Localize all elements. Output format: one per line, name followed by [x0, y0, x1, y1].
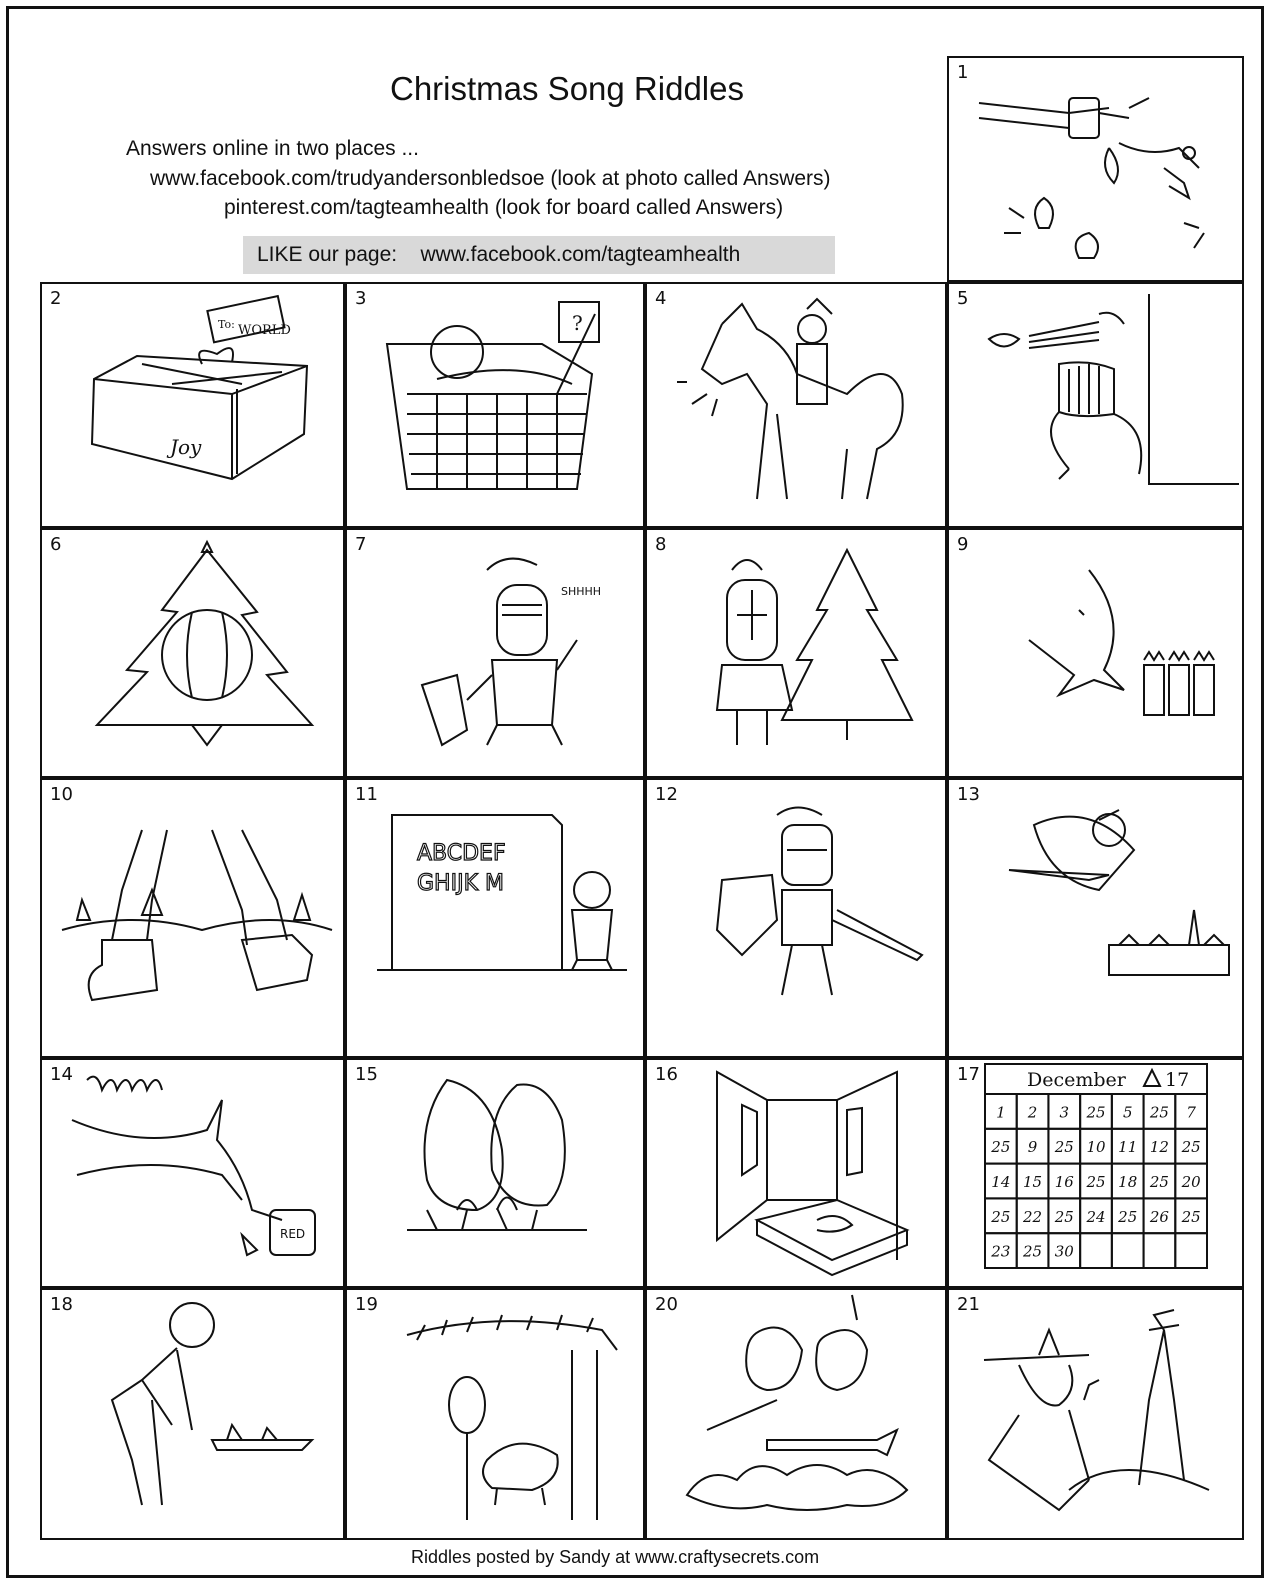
elf-plane-town-icon: [949, 780, 1246, 1060]
puzzle-cell-3: [345, 282, 645, 528]
puzzle-number: 11: [355, 784, 378, 805]
knight-sword-icon: [647, 780, 949, 1060]
calendar-day-number: 25: [991, 1207, 1011, 1226]
puzzle-number: 2: [50, 288, 62, 309]
puzzle-number: 6: [50, 534, 62, 555]
puzzle-cell-14: [40, 1058, 345, 1288]
calendar-day-number: 9: [1027, 1138, 1038, 1157]
calendar-day-cell: [1175, 1233, 1207, 1268]
can-red: RED: [280, 1227, 306, 1241]
puzzle-cell-5: [947, 282, 1244, 528]
calendar-day-number: 12: [1149, 1138, 1169, 1157]
calendar-day-number: 20: [1181, 1173, 1201, 1191]
calendar-day-number: 16: [1054, 1173, 1074, 1191]
puzzle-cell-2: [40, 282, 345, 528]
footer-credit: Riddles posted by Sandy at www.craftysecrets.com: [411, 1547, 820, 1567]
gift-box-icon: [42, 284, 347, 530]
calendar-day-number: 15: [1023, 1173, 1043, 1191]
page-title: Christmas Song Riddles: [390, 70, 744, 107]
puzzle-cell-15: [345, 1058, 645, 1288]
board-row1: ABCDEF: [417, 841, 506, 866]
christmas-tree-ball-icon: [42, 530, 347, 780]
calendar-day-number: 3: [1059, 1103, 1070, 1122]
knight-horse-icon: [647, 284, 949, 530]
angels-horn-icon: [647, 1290, 949, 1542]
puzzle-cell-4: [645, 282, 947, 528]
calendar-day-number: 24: [1086, 1207, 1106, 1226]
puzzle-cell-1: [947, 56, 1244, 282]
alphabet-board-icon: [347, 780, 647, 1060]
puzzle-cell-21: [947, 1288, 1244, 1540]
calendar-day-number: 11: [1118, 1138, 1138, 1157]
puzzle-cell-10: [40, 778, 345, 1058]
puzzle-number: 16: [655, 1064, 678, 1085]
puzzle-number: 18: [50, 1294, 73, 1315]
knight-tree-icon: [647, 530, 949, 780]
board-row2: GHIJK M: [417, 871, 504, 896]
calendar-day-number: 25: [1181, 1138, 1201, 1157]
calendar-year: 17: [1165, 1069, 1190, 1091]
calendar-day-cell: [1080, 1233, 1112, 1268]
calendar-day-number: 23: [991, 1242, 1011, 1261]
reindeer-paint-icon: [42, 1060, 347, 1290]
like-label: LIKE our page:: [257, 243, 398, 266]
calendar-day-number: 10: [1086, 1138, 1106, 1157]
bells-hand-icon: [949, 58, 1246, 284]
puzzle-number: 14: [50, 1064, 73, 1085]
calendar-day-number: 1: [996, 1103, 1006, 1122]
calendar-day-number: 25: [1149, 1173, 1169, 1191]
calendar-day-number: 25: [1149, 1103, 1169, 1122]
calendar-day-number: 2: [1027, 1103, 1038, 1122]
manger-pig-icon: [347, 1290, 647, 1542]
puzzle-number: 8: [655, 534, 667, 555]
puzzle-number: 12: [655, 784, 678, 805]
calendar-day-number: 25: [1181, 1207, 1201, 1226]
puzzle-number: 21: [957, 1294, 980, 1315]
chestnuts-fire-icon: [347, 1060, 647, 1290]
calendar-day-number: 25: [1086, 1173, 1106, 1191]
puzzle-cell-8: [645, 528, 947, 778]
calendar-day-number: 5: [1122, 1103, 1133, 1122]
puzzle-cell-18: [40, 1288, 345, 1540]
facebook-answers-line: www.facebook.com/trudyandersonbledsoe (look at photo called Answers): [150, 167, 831, 190]
box-joy: Joy: [170, 435, 202, 459]
puzzle-number: 17: [957, 1064, 980, 1085]
like-url[interactable]: www.facebook.com/tagteamhealth: [420, 243, 741, 266]
puzzle-number: 20: [655, 1294, 678, 1315]
answers-intro: Answers online in two places ...: [126, 137, 419, 160]
puzzle-cell-20: [645, 1288, 947, 1540]
calendar-day-number: 25: [1054, 1138, 1074, 1157]
calendar-day-number: 22: [1023, 1207, 1043, 1226]
puzzle-cell-17: [947, 1058, 1244, 1288]
calendar-day-number: 7: [1186, 1103, 1196, 1122]
pinterest-answers-line: pinterest.com/tagteamhealth (look for board called Answers): [224, 196, 784, 219]
puzzle-cell-19: [345, 1288, 645, 1540]
puzzle-number: 7: [355, 534, 367, 555]
puzzle-cell-7: [345, 528, 645, 778]
puzzle-cell-12: [645, 778, 947, 1058]
calendar-day-number: 25: [1054, 1207, 1074, 1226]
calendar-day-number: 14: [991, 1173, 1011, 1191]
like-banner: [243, 236, 835, 274]
puzzle-number: 9: [957, 534, 969, 555]
calendar-day-number: 25: [1023, 1242, 1043, 1261]
puzzle-cell-13: [947, 778, 1244, 1058]
speech-shhhh: SHHHH: [561, 585, 602, 598]
lips-kiss-icon: [949, 284, 1246, 530]
calendar-day-cell: [1144, 1233, 1176, 1268]
puzzle-number: 4: [655, 288, 667, 309]
star-three-kings-icon: [949, 530, 1246, 780]
puzzle-number: 13: [957, 784, 980, 805]
flag-question: ?: [572, 311, 583, 335]
calendar-month: December: [1027, 1069, 1126, 1091]
calendar-icon: [949, 1060, 1246, 1290]
puzzle-number: 5: [957, 288, 969, 309]
calendar-day-number: 25: [1118, 1207, 1138, 1226]
calendar-day-number: 18: [1118, 1173, 1138, 1191]
man-mountain-icon: [949, 1290, 1246, 1542]
calendar-day-number: 25: [991, 1138, 1011, 1157]
walking-boots-icon: [42, 780, 347, 1060]
baby-basket-icon: [347, 284, 647, 530]
puzzle-number: 15: [355, 1064, 378, 1085]
tag-to: To:: [218, 318, 235, 331]
puzzle-cell-6: [40, 528, 345, 778]
puzzle-cell-11: [345, 778, 645, 1058]
man-little-town-icon: [42, 1290, 347, 1542]
calendar-day-number: 25: [1086, 1103, 1106, 1122]
silent-knight-icon: [347, 530, 647, 780]
puzzle-number: 1: [957, 62, 969, 83]
puzzle-cell-16: [645, 1058, 947, 1288]
puzzle-number: 10: [50, 784, 73, 805]
calendar-day-number: 26: [1149, 1207, 1169, 1226]
tag-world: WORLD: [238, 323, 291, 338]
hall-deck-icon: [647, 1060, 949, 1290]
puzzle-number: 19: [355, 1294, 378, 1315]
calendar-day-cell: [1112, 1233, 1144, 1268]
puzzle-number: 3: [355, 288, 367, 309]
puzzle-cell-9: [947, 528, 1244, 778]
calendar-day-number: 30: [1054, 1242, 1074, 1261]
